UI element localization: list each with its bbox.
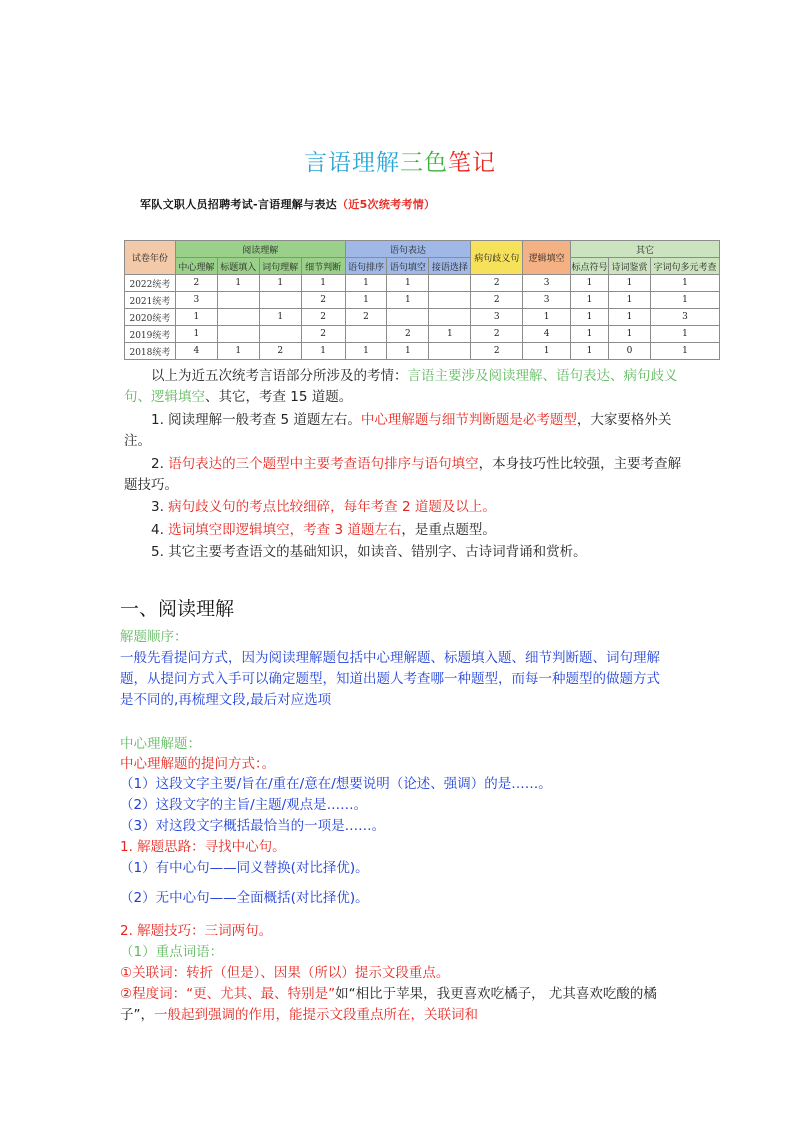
table-cell: 1 [387, 292, 429, 309]
exam-stats-table [124, 240, 720, 360]
table-cell: 1 [571, 309, 609, 326]
table-cell [387, 309, 429, 326]
table-row [125, 326, 720, 343]
summary-point-5: 5. 其它主要考查语文的基础知识，如读音、错别字、古诗词背诵和赏析。 [151, 544, 587, 560]
table-cell: 2 [301, 292, 345, 309]
table-cell: 2 [301, 309, 345, 326]
tech-1: （1）重点词语： [120, 944, 224, 960]
year-cell: 2018统考 [125, 343, 176, 360]
table-cell: 3 [650, 309, 719, 326]
table-cell [429, 275, 471, 292]
year-cell: 2022统考 [125, 275, 176, 292]
order-text: 一般先看提问方式，因为阅读理解题包括中心理解题、标题填入题、细节判断题、词句理解题，从提问方式入手可以确定题型，知道出题人考查哪一种题型，而每一种题型的做题方式是不同的,再梳理文段,最后对应选项 [120, 650, 660, 708]
table-cell [429, 309, 471, 326]
table-cell [217, 309, 259, 326]
table-cell: 1 [345, 343, 387, 360]
subheader: 标题填入 [217, 258, 259, 275]
subheader: 中心理解 [175, 258, 217, 275]
table-cell: 1 [571, 326, 609, 343]
summary-point-2: 2. 语句表达的三个题型中主要考查语句排序与语句填空，本身技巧性比较强，主要考查解题技巧。 [124, 456, 682, 493]
exam-subheading: 军队文职人员招聘考试-言语理解与表达（近5次统考考情） [140, 198, 436, 211]
table-cell: 1 [259, 275, 301, 292]
subheader: 字词句多元考查 [650, 258, 719, 275]
table-cell: 0 [609, 343, 651, 360]
subheader: 诗词鉴赏 [609, 258, 651, 275]
table-cell: 1 [571, 292, 609, 309]
table-cell: 1 [650, 292, 719, 309]
table-cell: 2 [471, 343, 523, 360]
table-cell [217, 292, 259, 309]
table-cell: 1 [301, 275, 345, 292]
table-row [125, 292, 720, 309]
table-cell: 3 [523, 275, 571, 292]
table-cell: 1 [609, 292, 651, 309]
year-cell: 2019统考 [125, 326, 176, 343]
tech-label: 2. 解题技巧：三词两句。 [120, 923, 273, 939]
table-cell: 1 [217, 275, 259, 292]
table-cell [217, 326, 259, 343]
table-row [125, 343, 720, 360]
table-cell [429, 292, 471, 309]
page-title: 言语理解三色笔记 [304, 150, 496, 176]
table-cell: 4 [175, 343, 217, 360]
idea-1: （1）有中心句——同义替换(对比择优)。 [120, 860, 369, 876]
table-cell: 2 [345, 309, 387, 326]
table-cell: 1 [387, 275, 429, 292]
subheader: 语句排序 [345, 258, 387, 275]
table-cell: 1 [523, 309, 571, 326]
idea-label: 1. 解题思路：寻找中心句。 [120, 839, 286, 855]
table-cell: 2 [301, 326, 345, 343]
table-cell: 1 [301, 343, 345, 360]
table-cell: 2 [471, 292, 523, 309]
year-cell: 2021统考 [125, 292, 176, 309]
table-cell: 1 [387, 343, 429, 360]
group-ill-sentence: 病句歧义句 [471, 241, 523, 275]
table-cell: 1 [650, 326, 719, 343]
group-logic-fill: 逻辑填空 [523, 241, 571, 275]
order-label: 解题顺序： [120, 629, 188, 645]
table-row [125, 309, 720, 326]
table-row [125, 275, 720, 292]
table-cell: 1 [175, 326, 217, 343]
table-cell: 2 [471, 275, 523, 292]
summary-point-4: 4. 选词填空即逻辑填空，考查 3 道题左右，是重点题型。 [151, 522, 496, 538]
table-cell: 4 [523, 326, 571, 343]
table-cell: 2 [387, 326, 429, 343]
table-cell: 3 [523, 292, 571, 309]
table-cell: 1 [571, 275, 609, 292]
ask-label: 中心理解题的提问方式：。 [120, 756, 276, 772]
ask-1: （1）这段文字主要/旨在/重在/意在/想要说明（论述、强调）的是……。 [120, 776, 552, 792]
group-expression: 语句表达 [345, 241, 471, 258]
table-cell: 2 [175, 275, 217, 292]
table-cell [429, 343, 471, 360]
table-body [125, 275, 720, 360]
group-other: 其它 [571, 241, 720, 258]
subheader: 语句填空 [387, 258, 429, 275]
table-cell: 3 [175, 292, 217, 309]
tech-1a: ①关联词：转折（但是）、因果（所以）提示文段重点。 [120, 965, 450, 981]
table-cell: 1 [175, 309, 217, 326]
table-cell: 2 [471, 326, 523, 343]
table-cell: 1 [571, 343, 609, 360]
table-cell: 1 [429, 326, 471, 343]
group-reading: 阅读理解 [175, 241, 345, 258]
summary-lead: 以上为近五次统考言语部分所涉及的考情：言语主要涉及阅读理解、语句表达、病句歧义句、逻辑填空、其它，考查 15 道题。 [124, 368, 678, 405]
table-cell: 1 [650, 343, 719, 360]
table-cell: 1 [609, 309, 651, 326]
table-cell [259, 292, 301, 309]
table-cell: 3 [471, 309, 523, 326]
subheader: 细节判断 [301, 258, 345, 275]
subheader: 词句理解 [259, 258, 301, 275]
year-cell: 2020统考 [125, 309, 176, 326]
section-heading-reading: 一、阅读理解 [120, 598, 235, 620]
table-cell [345, 326, 387, 343]
table-cell: 1 [345, 292, 387, 309]
tech-1b: ②程度词：“更、尤其、最、特别是”如“相比于苹果，我更喜欢吃橘子， 尤其喜欢吃酸的橘子”，一般起到强调的作用，能提示文段重点所在，关联词和 [120, 986, 657, 1023]
subheader: 标点符号 [571, 258, 609, 275]
table-cell: 1 [217, 343, 259, 360]
table-cell: 1 [650, 275, 719, 292]
table-cell: 1 [259, 309, 301, 326]
year-header: 试卷年份 [125, 241, 176, 275]
table-cell: 1 [345, 275, 387, 292]
center-label: 中心理解题： [120, 736, 201, 752]
idea-2: （2）无中心句——全面概括(对比择优)。 [120, 890, 369, 906]
table-cell: 1 [523, 343, 571, 360]
ask-3: （3）对这段文字概括最恰当的一项是……。 [120, 818, 386, 834]
subheader: 接语选择 [429, 258, 471, 275]
ask-2: （2）这段文字的主旨/主题/观点是……。 [120, 797, 368, 813]
table-cell: 1 [609, 275, 651, 292]
summary-point-3: 3. 病句歧义句的考点比较细碎，每年考查 2 道题及以上。 [151, 499, 496, 515]
table-cell: 2 [259, 343, 301, 360]
table-cell [259, 326, 301, 343]
summary-point-1: 1. 阅读理解一般考查 5 道题左右。中心理解题与细节判断题是必考题型，大家要格外关注。 [124, 412, 672, 449]
table-cell: 1 [609, 326, 651, 343]
